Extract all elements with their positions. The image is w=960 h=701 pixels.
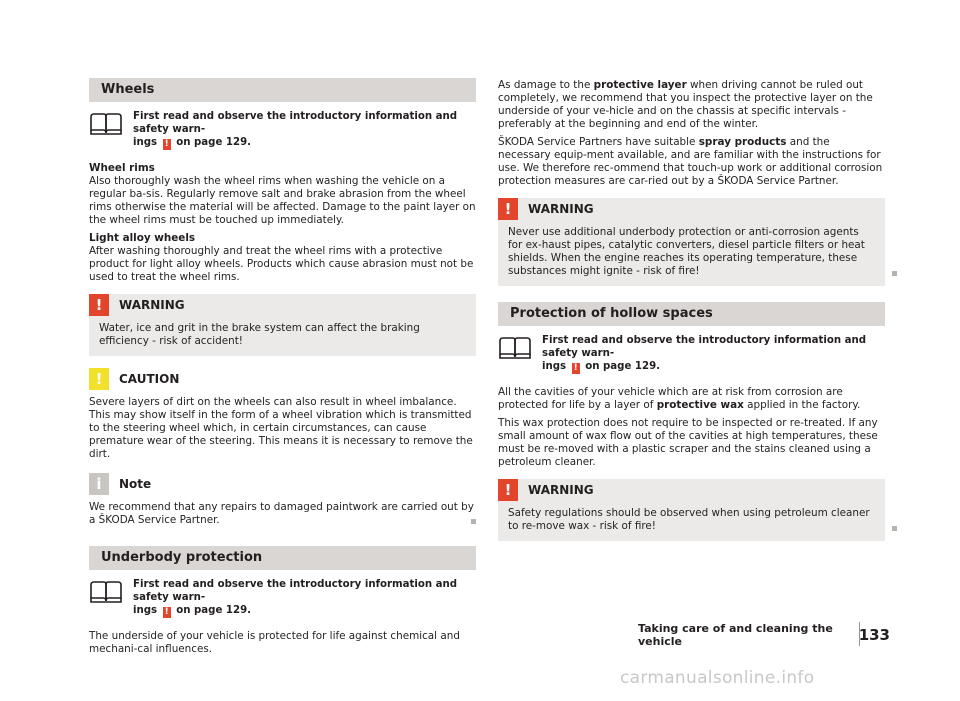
first-read-line: First read and observe the introductory information and safety warn- <box>542 335 867 359</box>
paragraph-cavities <box>498 386 885 412</box>
left-column <box>89 78 476 661</box>
caution-text: Severe layers of dirt on the wheels can also result in wheel imbalance. This may show itself in the form of a wheel vibration which is transmitted to the steering wheel which, in certain circumstances, can cause premature wear of the steering. This means it is necessary to remove the dirt. <box>89 396 473 460</box>
first-read-line: First read and observe the introductory information and safety warn- <box>133 111 458 135</box>
page-number: 133 <box>858 625 890 644</box>
exclamation-icon: ! <box>164 139 169 149</box>
section-heading-wheels: Wheels <box>89 78 476 102</box>
text-run: and the necessary equip-ment available, and are familiar with the instructions for use. We therefore rec-ommend that touch-up work or additional corrosion protection measures are car-ried out by a ŠKODA Service Partner. <box>498 136 883 187</box>
text-run: ŠKODA Service Partners have suitable <box>498 136 696 148</box>
first-read-line: ings <box>133 137 158 148</box>
section-end-marker <box>892 526 897 531</box>
first-read-text <box>133 578 476 618</box>
first-read-line: ings <box>542 361 567 372</box>
chapter-title: Taking care of and cleaning the vehicle <box>638 622 833 648</box>
first-read-line: ings <box>133 605 158 616</box>
section-heading-underbody: Underbody protection <box>89 546 476 570</box>
note-text: We recommend that any repairs to damaged paintwork are carried out by a ŠKODA Service Partner. <box>89 501 474 526</box>
paragraph-wax: This wax protection does not require to be inspected or re-treated. If any small amount of wax flow out of the cavities at high temperatures, these must be re-moved with a plastic scraper and the stains cleaned using a petroleum cleaner. <box>498 417 878 468</box>
text-run-bold: protective wax <box>656 399 744 411</box>
first-read-notice <box>498 334 885 374</box>
section-heading-hollow-spaces: Protection of hollow spaces <box>498 302 885 326</box>
book-icon <box>498 335 532 361</box>
page-reference-link[interactable]: on page 129. <box>585 361 661 372</box>
book-icon <box>89 111 123 137</box>
first-read-notice <box>89 110 476 150</box>
text-run: applied in the factory. <box>747 399 861 411</box>
warning-title: WARNING <box>528 201 594 216</box>
book-icon <box>89 579 123 605</box>
paragraph-wheel-rims: Also thoroughly wash the wheel rims when washing the vehicle on a regular ba-sis. Regularly remove salt and brake abrasion from the wheel rims otherwise the material will be affected. Damage to the paint layer on the wheel rims must be touched up immediately. <box>89 175 476 226</box>
first-read-text <box>133 110 476 150</box>
text-run-bold: protective layer <box>593 79 687 91</box>
warning-title: WARNING <box>119 297 185 312</box>
exclamation-icon: ! <box>498 198 518 220</box>
text-run: As damage to the <box>498 79 591 91</box>
warning-box <box>498 479 885 541</box>
exclamation-icon: ! <box>164 607 169 617</box>
paragraph-service-partners <box>498 136 885 188</box>
page-footer <box>638 622 890 648</box>
warning-box <box>498 198 885 286</box>
exclamation-icon: ! <box>498 479 518 501</box>
note-icon: i <box>89 473 109 495</box>
first-read-line: First read and observe the introductory information and safety warn- <box>133 579 458 603</box>
warning-text: Never use additional underbody protection or anti-corrosion agents for ex-haust pipes, catalytic converters, diesel particle filters or heat shields. When the engine reaches its operating temperature, these substances might ignite - risk of fire! <box>508 226 865 277</box>
first-read-text <box>542 334 885 374</box>
section-end-marker <box>892 271 897 276</box>
paragraph-light-alloy: After washing thoroughly and treat the wheel rims with a protective product for light alloy wheels. Products which cause abrasion must not be used to treat the wheel rims. <box>89 245 474 283</box>
page-reference-link[interactable]: on page 129. <box>176 137 252 148</box>
text-run: All the cavities of your vehicle which are at risk from corrosion are protected for life by a layer of <box>498 386 843 411</box>
warning-text: Water, ice and grit in the brake system can affect the braking efficiency - risk of accident! <box>99 322 420 347</box>
warning-title: WARNING <box>528 482 594 497</box>
caution-heading <box>89 368 476 390</box>
exclamation-icon: ! <box>89 294 109 316</box>
caution-icon: ! <box>89 368 109 390</box>
right-column <box>498 79 885 553</box>
caution-title: CAUTION <box>119 371 180 386</box>
paragraph-protective-layer <box>498 79 885 131</box>
watermark: carmanualsonline.info <box>620 668 815 688</box>
exclamation-icon: ! <box>573 363 578 373</box>
subheading-light-alloy: Light alloy wheels <box>89 232 196 244</box>
text-run-bold: spray products <box>698 136 787 148</box>
first-read-notice <box>89 578 476 618</box>
page-reference-link[interactable]: on page 129. <box>176 605 252 616</box>
section-end-marker <box>471 519 476 524</box>
text-run: when driving cannot be ruled out completely, we recommend that you inspect the protective layer on the underside of your ve-hicle and on the chassis at specific intervals - preferably at the beginning and end of the winter. <box>498 79 873 130</box>
warning-box <box>89 294 476 356</box>
subheading-wheel-rims: Wheel rims <box>89 162 155 174</box>
paragraph-underbody: The underside of your vehicle is protected for life against chemical and mechani-cal influences. <box>89 630 460 655</box>
warning-text: Safety regulations should be observed when using petroleum cleaner to re-move wax - risk of fire! <box>508 507 870 532</box>
note-title: Note <box>119 476 152 491</box>
note-heading <box>89 473 476 495</box>
